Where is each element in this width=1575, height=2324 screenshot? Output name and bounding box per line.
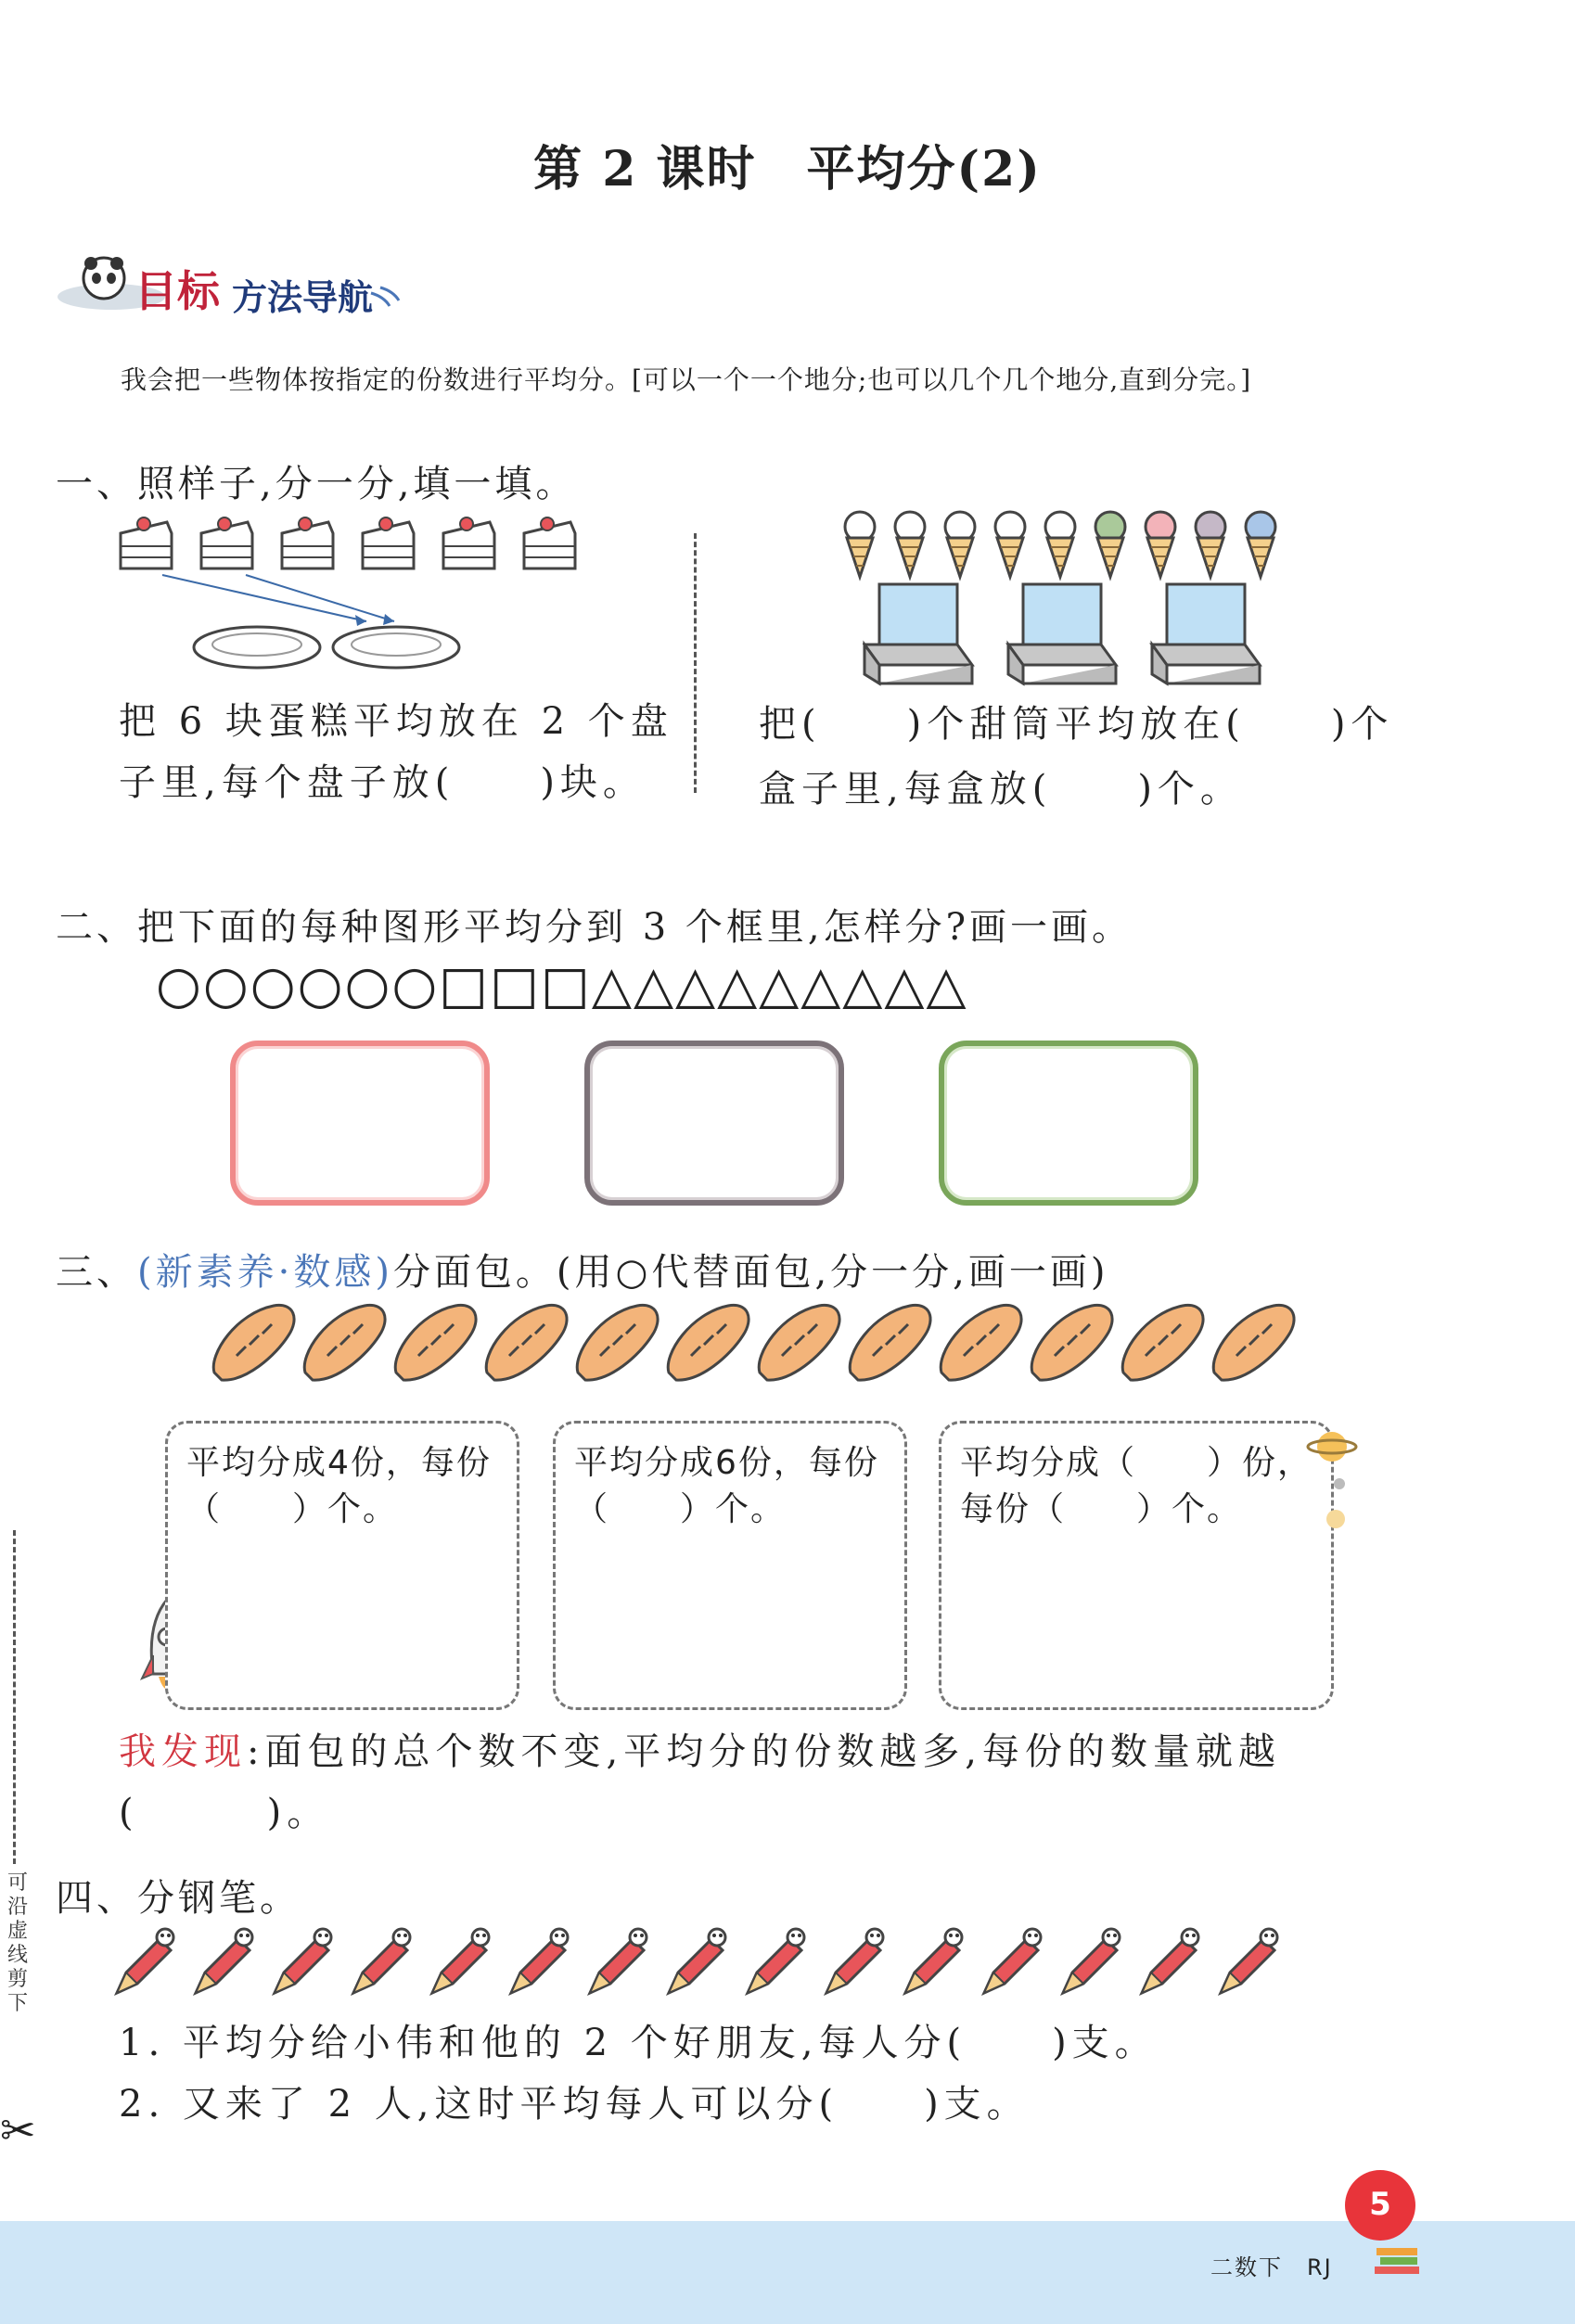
- pen-icon: [1142, 1929, 1198, 1993]
- q1-heading: 一、照样子,分一分,填一填。: [56, 463, 577, 505]
- ice-cream-icon: [945, 512, 975, 577]
- q2-heading: 二、把下面的每种图形平均分到 3 个框里,怎样分?画一画。: [56, 906, 1133, 949]
- panel1-text: 平均分成4份，每份（ ）个。: [186, 1444, 492, 1528]
- q4-heading: 四、分钢笔。: [56, 1877, 301, 1920]
- pen-illustration: [111, 1924, 1317, 2008]
- bread-icon: [213, 1305, 294, 1380]
- footer-bar: [0, 2221, 1575, 2324]
- pen-icon: [826, 1929, 883, 1993]
- ice-cream-icon: [895, 512, 925, 577]
- q1-right-line2: 盒子里,每盒放( )个。: [759, 768, 1243, 811]
- bread-icon: [577, 1305, 658, 1380]
- pen-icon: [1221, 1929, 1277, 1993]
- pen-icon: [511, 1929, 568, 1993]
- q3-prefix: 三、: [56, 1251, 137, 1294]
- panel-6-parts[interactable]: [553, 1421, 907, 1710]
- books-icon: [1373, 2244, 1428, 2281]
- ice-cream-icon: [995, 512, 1025, 577]
- bread-icon: [1122, 1305, 1203, 1380]
- ice-cream-icon: [1196, 512, 1225, 577]
- bread-icon: [759, 1305, 839, 1380]
- discover-row: [119, 1721, 1281, 1782]
- page-title: 第 2 课时 平均分(2): [533, 141, 1042, 198]
- ice-cream-illustration: [839, 510, 1294, 584]
- q4-item1: 1. 平均分给小伟和他的 2 个好朋友,每人分( )支。: [119, 2022, 1158, 2064]
- cake-icon: [524, 517, 575, 568]
- q1-left-line2: 子里,每个盘子放( )块。: [119, 761, 646, 804]
- box-illustration: [863, 580, 1289, 686]
- gray-frame[interactable]: [584, 1041, 844, 1206]
- panel2-text: 平均分成6份，每份（ ）个。: [574, 1444, 879, 1528]
- ice-cream-icon: [1045, 512, 1075, 577]
- cake-icon: [363, 517, 414, 568]
- bread-icon: [1031, 1305, 1112, 1380]
- goal-text: 我会把一些物体按指定的份数进行平均分。[可以一个一个地分;也可以几个几个地分,直到分完。]: [121, 364, 1252, 395]
- bread-icon: [1213, 1305, 1294, 1380]
- ice-cream-icon: [1246, 512, 1275, 577]
- discover-text: :面包的总个数不变,平均分的份数越多,每份的数量就越: [247, 1730, 1281, 1773]
- pen-icon: [984, 1929, 1041, 1993]
- panel3-text: 平均分成（ ）份，每份（ ）个。: [960, 1444, 1313, 1528]
- green-frame[interactable]: [939, 1041, 1198, 1206]
- box-icon: [1152, 584, 1260, 683]
- page-number: 5: [1345, 2170, 1415, 2241]
- bread-icon: [395, 1305, 476, 1380]
- panel-custom-parts[interactable]: [939, 1421, 1334, 1710]
- q1-right-line1: 把( )个甜筒平均放在( )个: [759, 703, 1394, 746]
- discover-blank: ( )。: [119, 1792, 330, 1834]
- cake-illustration: [116, 515, 598, 682]
- pen-icon: [748, 1929, 804, 1993]
- pen-icon: [196, 1929, 252, 1993]
- bread-icon: [668, 1305, 749, 1380]
- pink-frame[interactable]: [230, 1041, 490, 1206]
- pen-icon: [432, 1929, 489, 1993]
- q3-heading-row: [56, 1243, 1108, 1296]
- bread-illustration: [209, 1298, 1303, 1391]
- scissors-icon: ✂: [0, 2105, 36, 2155]
- pen-icon: [117, 1929, 173, 1993]
- planet-icon: [1299, 1419, 1364, 1539]
- pen-icon: [1063, 1929, 1120, 1993]
- pen-icon: [669, 1929, 725, 1993]
- cut-line: [13, 1530, 16, 1864]
- ice-cream-icon: [1095, 512, 1125, 577]
- bread-icon: [486, 1305, 567, 1380]
- cake-icon: [121, 517, 172, 568]
- ice-cream-icon: [1146, 512, 1175, 577]
- bread-icon: [850, 1305, 930, 1380]
- cake-icon: [443, 517, 494, 568]
- nav-title-blue: 方法导航: [232, 277, 374, 318]
- cake-icon: [201, 517, 252, 568]
- box-icon: [1008, 584, 1116, 683]
- cut-note: 可沿虚线剪下: [6, 1871, 28, 2015]
- q1-left-line1: 把 6 块蛋糕平均放在 2 个盘: [119, 700, 673, 743]
- dashed-divider: [694, 533, 697, 793]
- nav-title-red: 目标: [134, 266, 220, 316]
- q3-tag: (新素养·数感): [137, 1251, 393, 1294]
- bread-icon: [941, 1305, 1021, 1380]
- pen-icon: [275, 1929, 331, 1993]
- footer-label: 二数下 RJ: [1210, 2254, 1333, 2280]
- ice-cream-icon: [845, 512, 875, 577]
- panel-4-parts[interactable]: [165, 1421, 519, 1710]
- pen-icon: [905, 1929, 962, 1993]
- shape-row: ○○○○○○□□□△△△△△△△△△: [156, 955, 968, 1015]
- box-icon: [864, 584, 972, 683]
- q4-item2: 2. 又来了 2 人,这时平均每人可以分( )支。: [119, 2083, 1030, 2126]
- q3-heading: 分面包。(用○代替面包,分一分,画一画): [392, 1251, 1109, 1294]
- pen-icon: [353, 1929, 410, 1993]
- discover-label: 我发现: [119, 1730, 247, 1773]
- cake-icon: [282, 517, 333, 568]
- pen-icon: [590, 1929, 647, 1993]
- bread-icon: [304, 1305, 385, 1380]
